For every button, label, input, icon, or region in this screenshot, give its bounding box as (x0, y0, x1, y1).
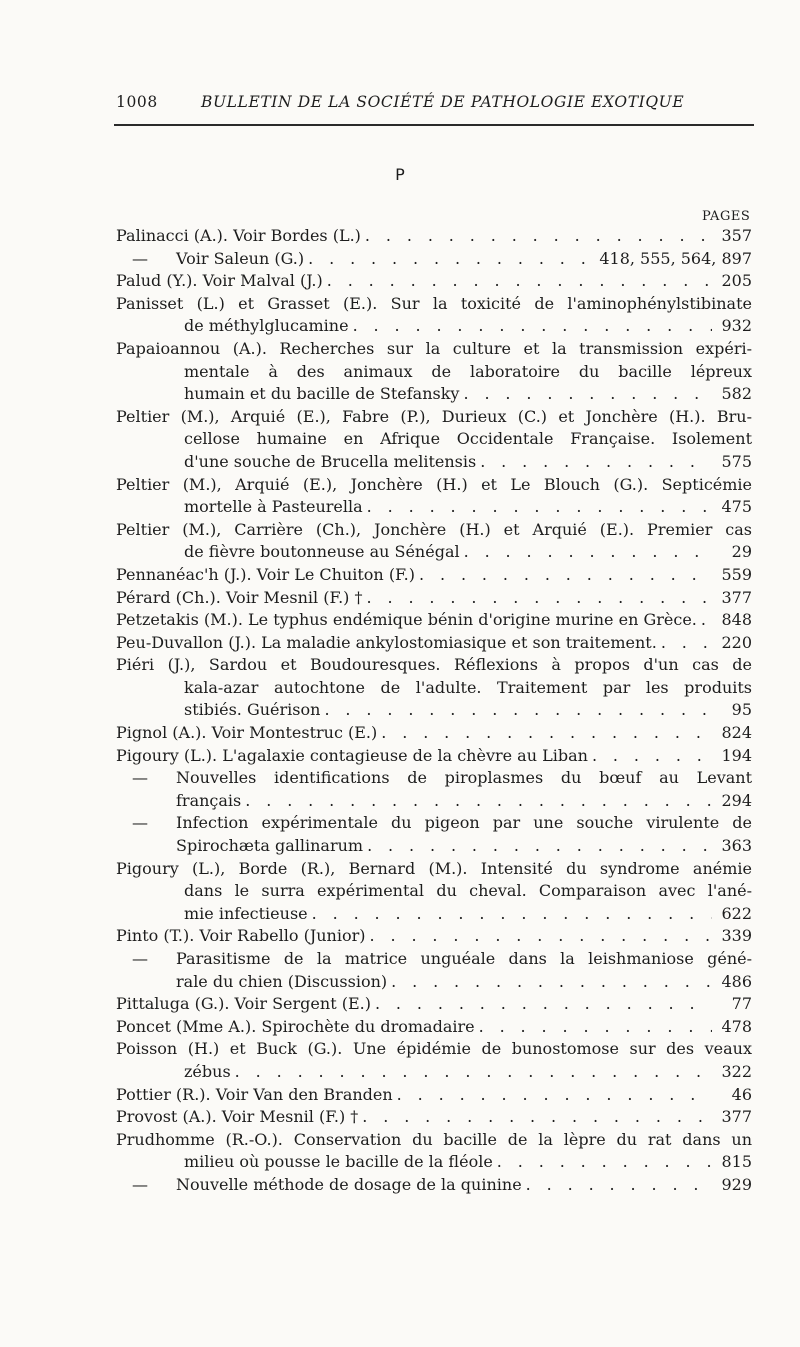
entry-last-line (116, 1016, 752, 1039)
page-reference: 848 (721, 610, 752, 630)
page-reference: 95 (731, 700, 752, 720)
leader-dots (459, 383, 712, 406)
entry-last-line (116, 971, 752, 994)
entry-text: français (176, 790, 242, 810)
entry-last-line (116, 587, 752, 610)
entry-text: stibiés. Guérison (184, 700, 321, 720)
leader-dots (323, 270, 712, 293)
page-reference: 622 (721, 903, 752, 923)
index-entry (116, 270, 752, 293)
continuation-dash: — (132, 949, 148, 968)
entry-last-line (116, 225, 752, 248)
index-entry (116, 1129, 752, 1174)
entry-text: Poncet (Mme A.). Spirochète du dromadaire (116, 1016, 475, 1036)
page-reference: 294 (721, 790, 752, 810)
entry-text: Spirochæta gallinarum (176, 836, 364, 856)
index-entry (116, 812, 752, 857)
entry-text: zébus (184, 1061, 231, 1081)
index-entry (116, 225, 752, 248)
leader-dots (358, 1106, 712, 1129)
entry-last-line (116, 541, 752, 564)
entry-last-line (116, 745, 752, 768)
index-entry (116, 745, 752, 768)
page-reference: 357 (721, 226, 752, 245)
index-entry (116, 564, 752, 587)
index-entry (116, 1106, 752, 1129)
entry-last-line (116, 903, 752, 926)
entry-last-line (116, 925, 752, 948)
entry-last-line (116, 722, 752, 745)
entry-text: Pignol (A.). Voir Montestruc (E.) (116, 723, 378, 743)
entry-last-line (116, 315, 752, 338)
entry-last-line (116, 383, 752, 406)
index-entry (116, 722, 752, 745)
entry-line: cellose humaine en Afrique Occidentale Française. Isolement (184, 429, 752, 449)
index-entry (116, 1016, 752, 1039)
entry-last-line (116, 1084, 752, 1107)
entry-text: Pigoury (L.). L'agalaxie contagieuse de la chèvre au Liban (116, 745, 588, 765)
entry-last-line (116, 609, 752, 632)
entry-line: Panisset (L.) et Grasset (E.). Sur la toxicité de l'aminophénylstibinate (116, 293, 752, 313)
page-reference: 475 (721, 497, 752, 517)
entry-text: Provost (A.). Voir Mesnil (F.) † (116, 1107, 359, 1127)
leader-dots (363, 587, 713, 610)
page-reference: 322 (721, 1061, 752, 1081)
index-entry (116, 406, 752, 474)
leader-dots (363, 496, 712, 519)
entry-line: Infection expérimentale du pigeon par une souche virulente de — (116, 812, 752, 835)
leader-dots (475, 1016, 712, 1039)
entry-line: Papaioannou (A.). Recherches sur la culture et la transmission expéri- (116, 338, 752, 358)
leader-dots (493, 1151, 712, 1174)
entry-text: milieu où pousse le bacille de la fléole (184, 1152, 493, 1172)
index-entry (116, 1038, 752, 1083)
index-entry (116, 609, 752, 632)
entry-text: mie infectieuse (184, 903, 308, 923)
page-reference: 194 (721, 745, 752, 765)
index-entry (116, 858, 752, 926)
page-reference: 363 (721, 836, 752, 856)
entry-text: de méthylglucamine (184, 316, 349, 336)
page-reference: 815 (721, 1152, 752, 1172)
leader-dots (241, 790, 712, 813)
page-reference: 77 (731, 994, 752, 1014)
index-entry (116, 519, 752, 564)
leader-dots (377, 722, 712, 745)
page-reference: 559 (721, 564, 752, 584)
page-reference: 205 (721, 271, 752, 291)
index-entry (116, 1084, 752, 1107)
leader-dots (361, 225, 712, 248)
entry-text: mortelle à Pasteurella (184, 497, 363, 517)
entry-line: Peltier (M.), Arquié (E.), Jonchère (H.) et Le Blouch (G.). Septicémie (116, 474, 752, 494)
entry-last-line (116, 270, 752, 293)
page-reference: 46 (731, 1084, 752, 1104)
leader-dots (522, 1174, 712, 1197)
entry-last-line (116, 451, 752, 474)
page-reference: 377 (721, 587, 752, 607)
section-letter: P (395, 165, 405, 184)
entry-line: Peltier (M.), Carrière (Ch.), Jonchère (H.) et Arquié (E.). Premier cas (116, 519, 752, 539)
entry-text: Pérard (Ch.). Voir Mesnil (F.) † (116, 587, 363, 607)
entry-text: Palinacci (A.). Voir Bordes (L.) (116, 226, 361, 245)
entry-last-line (116, 790, 752, 813)
entry-line: dans le surra expérimental du cheval. Comparaison avec l'ané- (184, 881, 752, 901)
leader-dots (304, 248, 593, 271)
index-entry (116, 925, 752, 948)
entry-text: Palud (Y.). Voir Malval (J.) (116, 271, 323, 291)
leader-dots (588, 745, 712, 768)
entry-text: rale du chien (Discussion) (176, 971, 388, 991)
entry-text: Pennanéac'h (J.). Voir Le Chuiton (F.) (116, 564, 415, 584)
continuation-dash: — (132, 248, 148, 268)
leader-dots (231, 1061, 712, 1084)
entry-text: Pottier (R.). Voir Van den Branden (116, 1084, 393, 1104)
page-reference: 339 (721, 926, 752, 946)
leader-dots (363, 835, 712, 858)
entry-last-line (116, 496, 752, 519)
index-entry (116, 293, 752, 338)
page-reference: 486 (721, 971, 752, 991)
continuation-dash: — (132, 813, 148, 833)
index-entry (116, 948, 752, 993)
index-entry (116, 1174, 752, 1197)
page-reference: 377 (721, 1107, 752, 1127)
leader-dots (308, 903, 712, 926)
page-reference: 932 (721, 316, 752, 336)
leader-dots (697, 609, 712, 632)
entry-text: Peu-Duvallon (J.). La maladie ankylostomiasique et son traitement. (116, 632, 657, 652)
entry-last-line (116, 1106, 752, 1129)
pages-column-label: PAGES (702, 209, 751, 224)
leader-dots (387, 971, 712, 994)
leader-dots (393, 1084, 712, 1107)
page-reference: 582 (721, 384, 752, 404)
header-rule (114, 124, 754, 126)
leader-dots (460, 541, 712, 564)
entry-last-line (116, 1174, 752, 1197)
entry-line: Peltier (M.), Arquié (E.), Fabre (P.), Durieux (C.) et Jonchère (H.). Bru- (116, 406, 752, 426)
entry-line: Pigoury (L.), Borde (R.), Bernard (M.). Intensité du syndrome anémie (116, 858, 752, 878)
page-reference: 29 (731, 542, 752, 562)
entry-last-line (116, 248, 752, 271)
leader-dots (366, 925, 713, 948)
continuation-dash: — (132, 1174, 148, 1194)
leader-dots (371, 993, 712, 1016)
entry-line: Prudhomme (R.-O.). Conservation du bacille de la lèpre du rat dans un (116, 1129, 752, 1149)
entry-text: humain et du bacille de Stefansky (184, 384, 460, 404)
leader-dots (476, 451, 712, 474)
entry-text: de fièvre boutonneuse au Sénégal (184, 542, 460, 562)
index-entries (116, 225, 752, 1197)
entry-line: mentale à des animaux de laboratoire du bacille lépreux (184, 361, 752, 381)
entry-last-line (116, 1151, 752, 1174)
entry-line: Poisson (H.) et Buck (G.). Une épidémie de bunostomose sur des veaux (116, 1039, 752, 1059)
entry-text: Pittaluga (G.). Voir Sergent (E.) (116, 994, 371, 1014)
entry-line: Piéri (J.), Sardou et Boudouresques. Réflexions à propos d'un cas de (116, 655, 752, 675)
index-entry (116, 338, 752, 406)
entry-last-line (116, 1061, 752, 1084)
page-reference: 575 (721, 451, 752, 471)
index-entry (116, 993, 752, 1016)
page-number: 1008 (116, 93, 158, 111)
entry-text: d'une souche de Brucella melitensis (184, 451, 477, 471)
leader-dots (349, 315, 712, 338)
page-reference: 929 (721, 1174, 752, 1194)
index-entry (116, 474, 752, 519)
leader-dots (657, 632, 712, 655)
journal-title: BULLETIN DE LA SOCIÉTÉ DE PATHOLOGIE EXOTIQUE (201, 93, 685, 111)
page-reference: 220 (721, 632, 752, 652)
index-entry (116, 587, 752, 610)
page-reference: 478 (721, 1016, 752, 1036)
entry-last-line (116, 835, 752, 858)
entry-line: kala-azar autochtone de l'adulte. Traitement par les produits (184, 677, 752, 697)
page-reference: 824 (721, 723, 752, 743)
entry-last-line (116, 993, 752, 1016)
entry-last-line (116, 632, 752, 655)
entry-line: Parasitisme de la matrice unguéale dans la leishmaniose géné- — (116, 948, 752, 971)
index-entry (116, 767, 752, 812)
entry-line: Nouvelles identifications de piroplasmes du bœuf au Levant — (116, 767, 752, 790)
leader-dots (415, 564, 712, 587)
index-entry (116, 632, 752, 655)
entry-last-line (116, 699, 752, 722)
entry-text: Petzetakis (M.). Le typhus endémique bénin d'origine murine en Grèce. (116, 610, 697, 630)
index-entry (116, 248, 752, 271)
continuation-dash: — (132, 768, 148, 788)
page-reference: 418, 555, 564, 897 (599, 248, 752, 268)
leader-dots (320, 699, 712, 722)
entry-last-line (116, 564, 752, 587)
entry-text: Pinto (T.). Voir Rabello (Junior) (116, 926, 366, 946)
entry-text: Voir Saleun (G.) (176, 248, 305, 268)
entry-text: Nouvelle méthode de dosage de la quinine (176, 1174, 522, 1194)
index-entry (116, 654, 752, 722)
